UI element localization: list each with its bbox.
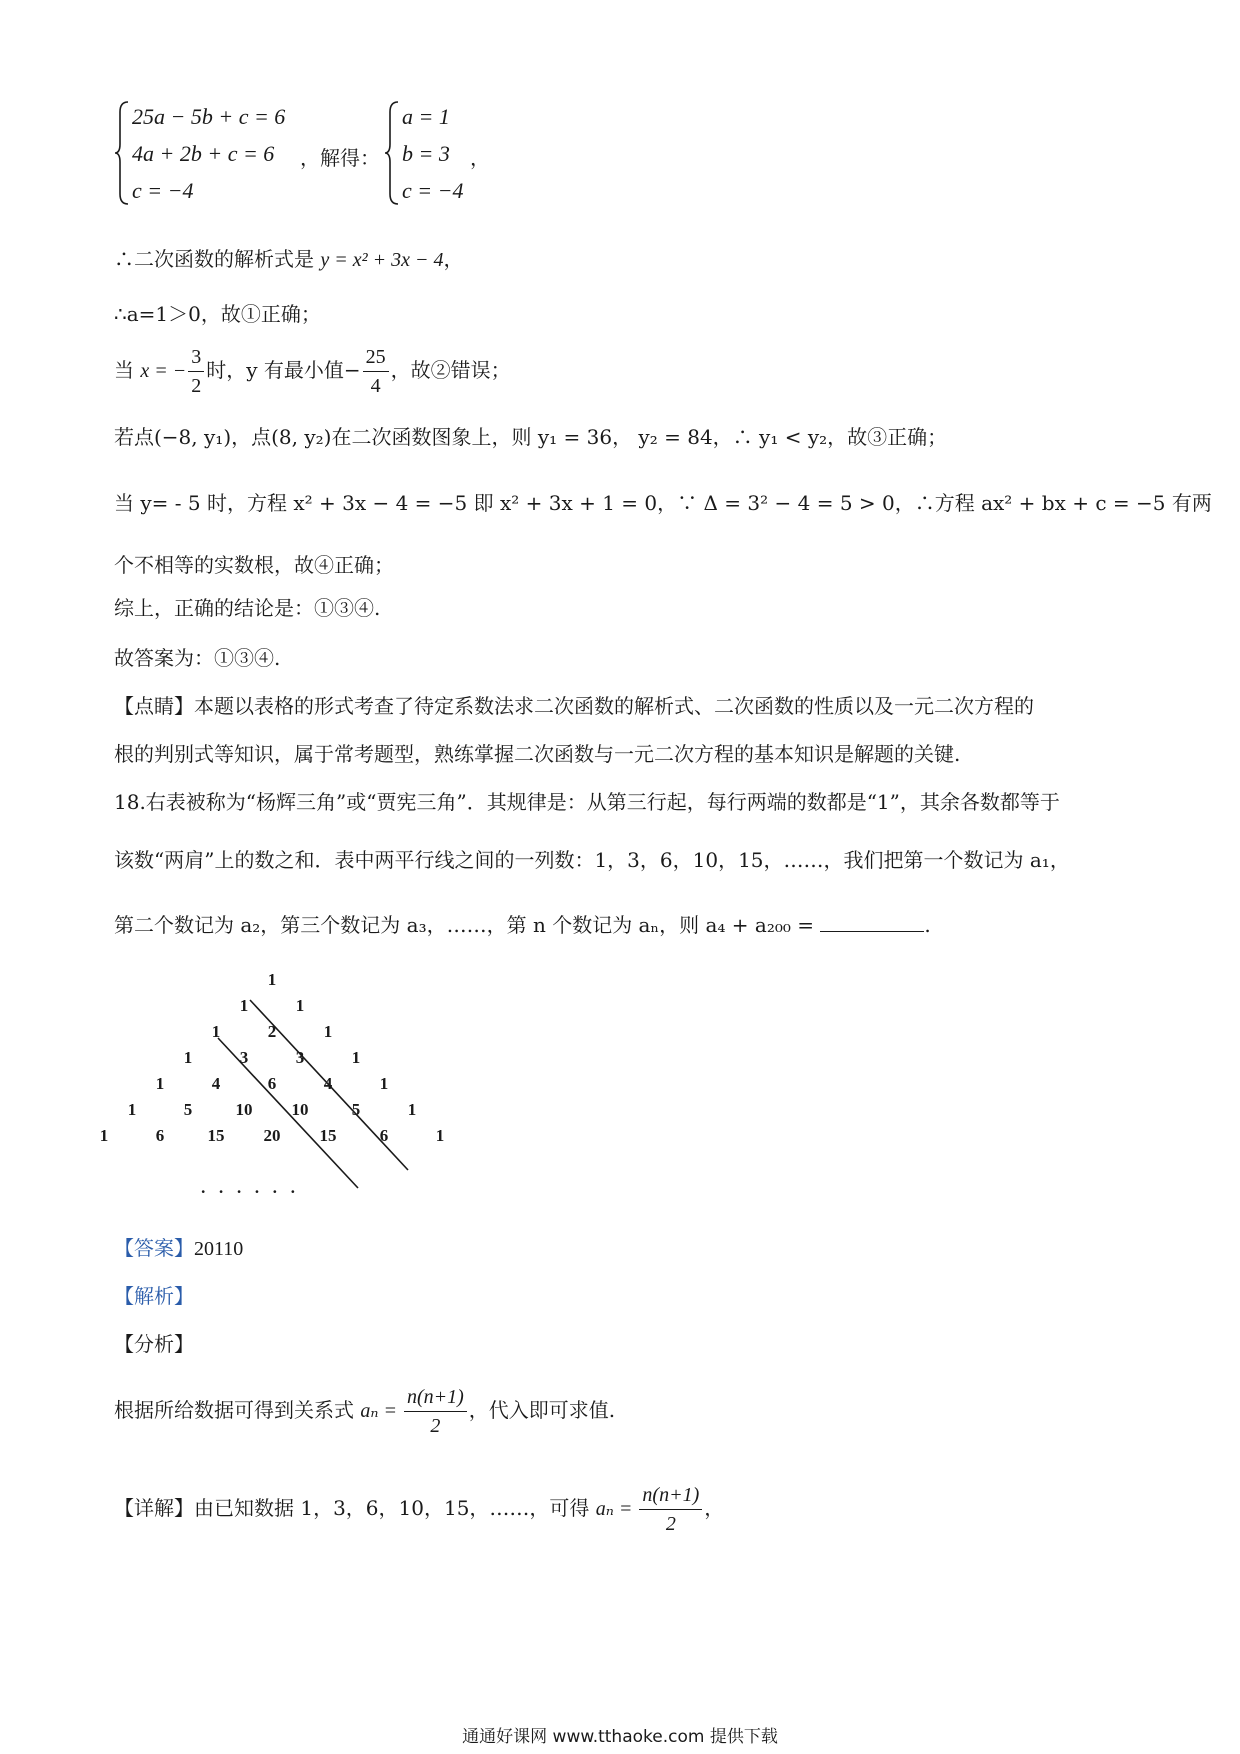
formula: x = − bbox=[140, 360, 187, 382]
triangle-cell: 6 bbox=[267, 1074, 277, 1093]
triangle-cell: 1 bbox=[379, 1074, 389, 1093]
text-line: 18.右表被称为“杨辉三角”或“贾宪三角”．其规律是：从第三行起，每行两端的数都是“1”，其余各数都等于 bbox=[114, 790, 1060, 814]
triangle-dots: · · · · · · bbox=[200, 1182, 300, 1201]
triangle-cell: 1 bbox=[99, 1126, 109, 1145]
fraction bbox=[363, 343, 389, 400]
analysis-label: 【解析】 bbox=[114, 1284, 194, 1308]
triangle-cell: 6 bbox=[155, 1126, 165, 1145]
triangle-cell: 1 bbox=[267, 970, 277, 989]
line-text: ，故②错误； bbox=[390, 358, 511, 382]
numerator: n(n+1) bbox=[404, 1383, 467, 1412]
line-text: 第二个数记为 a₂，第三个数记为 a₃，……，第 n 个数记为 aₙ，则 a₄ + a₂₀₀ = bbox=[114, 913, 821, 937]
line-end: ， bbox=[443, 247, 464, 271]
equation-3: c = −4 bbox=[132, 178, 194, 203]
triangle-cell: 1 bbox=[239, 996, 249, 1015]
triangle-cell: 5 bbox=[183, 1100, 193, 1119]
triangle-cell: 1 bbox=[295, 996, 305, 1015]
line-text: ∴二次函数的解析式是 bbox=[114, 247, 321, 271]
answer-label: 【答案】 bbox=[114, 1236, 194, 1260]
fraction bbox=[639, 1481, 702, 1538]
text-line: ∴a=1＞0，故①正确； bbox=[114, 302, 321, 326]
left-brace-icon bbox=[384, 100, 400, 206]
triangle-cell: 4 bbox=[211, 1074, 221, 1093]
answer-blank bbox=[820, 911, 924, 932]
triangle-cell: 3 bbox=[239, 1048, 249, 1067]
triangle-cell: 1 bbox=[351, 1048, 361, 1067]
text-line: 根的判别式等知识，属于常考题型，熟练掌握二次函数与一元二次方程的基本知识是解题的关键. bbox=[114, 742, 961, 766]
text-line bbox=[114, 911, 931, 939]
denominator: 2 bbox=[191, 375, 202, 397]
footer: 通通好课网 www.tthaoke.com 提供下载 bbox=[462, 1727, 778, 1747]
equation-1: 25a − 5b + c = 6 bbox=[132, 104, 286, 129]
text-line bbox=[114, 245, 463, 274]
text-line: 故答案为：①③④. bbox=[114, 646, 281, 670]
solution-comma: ， bbox=[470, 146, 490, 170]
triangle-cell: 3 bbox=[295, 1048, 305, 1067]
line-end: . bbox=[924, 913, 931, 937]
pascal-triangle bbox=[100, 970, 500, 1210]
formula: aₙ = bbox=[360, 1400, 402, 1422]
text-line: 当 y= - 5 时，方程 x² + 3x − 4 = −5 即 x² + 3x + 1 = 0，∵ Δ = 3² − 4 = 5 > 0，∴方程 ax² + bx + c = −5 有两 bbox=[114, 491, 1212, 515]
text-line: 【点睛】本题以表格的形式考查了待定系数法求二次函数的解析式、二次函数的性质以及一元二次方程的 bbox=[114, 694, 1034, 718]
fraction bbox=[404, 1383, 467, 1440]
triangle-cell: 4 bbox=[323, 1074, 333, 1093]
solution-b: b = 3 bbox=[402, 141, 450, 166]
text-line bbox=[114, 340, 511, 401]
fraction bbox=[188, 343, 204, 400]
triangle-cell: 1 bbox=[323, 1022, 333, 1041]
line-text: ， bbox=[704, 1496, 725, 1520]
triangle-cell: 15 bbox=[207, 1126, 225, 1145]
triangle-cell: 6 bbox=[379, 1126, 389, 1145]
solution-a: a = 1 bbox=[402, 104, 450, 129]
triangle-cell: 1 bbox=[211, 1022, 221, 1041]
triangle-cell: 10 bbox=[235, 1100, 253, 1119]
denominator: 2 bbox=[430, 1415, 441, 1437]
answer-value: 20110 bbox=[194, 1238, 244, 1260]
formula: aₙ = bbox=[595, 1498, 638, 1520]
triangle-cell: 1 bbox=[183, 1048, 193, 1067]
text-line: 该数“两肩”上的数之和．表中两平行线之间的一列数：1，3，6，10，15，……，我们把第一个数记为 a₁， bbox=[114, 848, 1070, 872]
triangle-cell: 1 bbox=[127, 1100, 137, 1119]
triangle-cell: 1 bbox=[407, 1100, 417, 1119]
line-text: ，代入即可求值. bbox=[468, 1398, 616, 1422]
text-line: 若点(−8, y₁)，点(8, y₂)在二次函数图象上，则 y₁ = 36， y₂ = 84，∴ y₁ < y₂，故③正确； bbox=[114, 425, 948, 449]
triangle-cell: 10 bbox=[291, 1100, 309, 1119]
fenxi-label: 【分析】 bbox=[114, 1332, 194, 1356]
triangle-cell: 2 bbox=[267, 1022, 277, 1041]
solved-label: ，解得： bbox=[300, 146, 380, 170]
formula: y = x² + 3x − 4 bbox=[320, 249, 444, 271]
equation-2: 4a + 2b + c = 6 bbox=[132, 141, 275, 166]
denominator: 4 bbox=[370, 375, 381, 397]
denominator: 2 bbox=[665, 1513, 676, 1535]
text-line bbox=[114, 1380, 615, 1441]
text-line: 个不相等的实数根，故④正确； bbox=[114, 553, 394, 577]
triangle-cell: 1 bbox=[155, 1074, 165, 1093]
triangle-cell: 5 bbox=[351, 1100, 361, 1119]
line-text: 根据所给数据可得到关系式 bbox=[114, 1398, 361, 1422]
line-text: 时，y 有最小值− bbox=[206, 358, 361, 382]
solution-c: c = −4 bbox=[402, 178, 464, 203]
line-text: 【详解】由已知数据 1，3，6，10，15，……，可得 bbox=[114, 1496, 596, 1520]
triangle-cell: 1 bbox=[435, 1126, 445, 1145]
numerator: 3 bbox=[188, 343, 204, 372]
text-line: 综上，正确的结论是：①③④. bbox=[114, 596, 381, 620]
text-line bbox=[114, 1478, 724, 1539]
answer-line bbox=[114, 1234, 243, 1263]
numerator: 25 bbox=[363, 343, 389, 372]
triangle-cell: 15 bbox=[319, 1126, 337, 1145]
left-brace-icon bbox=[114, 100, 130, 206]
numerator: n(n+1) bbox=[639, 1481, 702, 1510]
line-text: 当 bbox=[114, 358, 141, 382]
triangle-cell: 20 bbox=[263, 1126, 281, 1145]
